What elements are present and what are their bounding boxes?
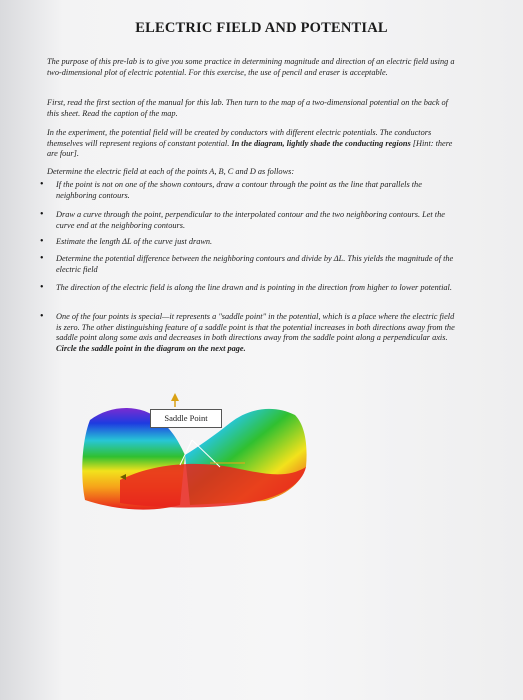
bullet-icon: •: [40, 282, 44, 293]
bullet-icon: •: [40, 236, 44, 247]
page-title: ELECTRIC FIELD AND POTENTIAL: [135, 20, 388, 36]
saddle-surface-graphic: [80, 385, 340, 515]
instructions-paragraph: First, read the first section of the manual for this lab. Then turn to the map of a two-dimensional potential on the back of this sheet. Read the caption of the map.: [47, 98, 448, 118]
shade-instruction: In the diagram, lightly shade the conducting regions: [231, 138, 411, 148]
circle-instruction: Circle the saddle point in the diagram on the next page.: [56, 343, 246, 353]
experiment-text: In the experiment, the potential field will be created by conductors with different electric potentials. The conductors themselves will represent regions of constant potential.: [47, 128, 432, 148]
arrow-up-icon: [171, 393, 179, 401]
saddle-surface-figure: [80, 385, 340, 515]
intro-paragraph: The purpose of this pre-lab is to give you some practice in determining magnitude and direction of an electric field using a two-dimensional plot of electric potential. For this exercise, the use of pencil and eraser is acceptable.: [47, 57, 455, 77]
experiment-paragraph: [47, 128, 459, 160]
bullet-icon: •: [40, 311, 44, 322]
saddle-point-text: One of the four points is special—it represents a "saddle point" in the potential, which is a place where the electric field is zero. The other distinguishing feature of a saddle point is that the potential increases in both directions away from the saddle point along some axis and decreases in both directions away from the saddle point along a perpendicular axis.: [56, 312, 455, 343]
document-page: ELECTRIC FIELD AND POTENTIAL The purpose of this pre-lab is to give you some practice in determining magnitude and direction of an electric field using a two-dimensional plot of electric potential. For this exercise, the use of pencil and eraser is acceptable. First, read the first section of the manual for this lab. Then turn to the map of a two-dimensional potential on the back of this sheet. Read the caption of the map. In the experiment, the potential field will be created by conductors with different electric potentials. The conductors themselves will represent regions of constant potential. In the diagram, lightly shade the conducting regions [Hint: there are four]. Determine the electric field at each of the points A, B, C and D as follows: • If the point is not on one of the shown contours, draw a contour through the point as the line that parallels the neighboring contours. • Draw a curve through the point, perpendicular to the interpolated contour and the two neighboring contours. Let the curve end at the neighboring contours. • Estimate the length ΔL of the curve just drawn. • Determine the potential difference between the neighboring contours and divide by ΔL. This yields the magnitude of the electric field • The direction of the electric field is along the line drawn and is pointing in the direction from higher to lower potential. • One of the four points is special—it represents a "saddle point" in the potential, which is a place where the electric field is zero. The other distinguishing feature of a saddle point is that the potential increases in both directions away from the saddle point along some axis and decreases in both directions away from the saddle point along a perpendicular axis. Circle the saddle point in the diagram on the next page. Saddle Point: [0, 0, 523, 700]
hint-text: [Hint: there are four].: [47, 138, 453, 159]
bullet-icon: •: [40, 253, 44, 264]
determine-paragraph: Determine the electric field at each of the points A, B, C and D as follows:: [47, 167, 295, 176]
saddle-point-label: Saddle Point: [150, 409, 222, 428]
bullet-icon: •: [40, 209, 44, 220]
bullet-icon: •: [40, 179, 44, 190]
